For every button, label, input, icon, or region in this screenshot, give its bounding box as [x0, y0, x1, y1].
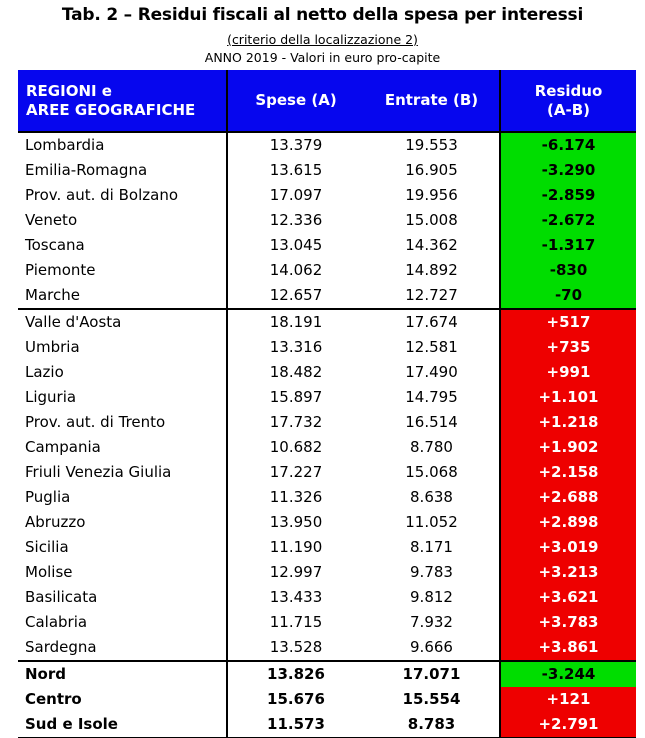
subtitle-localization: (criterio della localizzazione 2) — [227, 32, 418, 47]
table-row — [18, 485, 636, 510]
entrate-cell: 9.812 — [364, 585, 500, 610]
region-name-cell: Lazio — [18, 360, 227, 385]
residuo-cell: +991 — [500, 360, 636, 385]
residuo-cell: -1.317 — [500, 233, 636, 258]
region-name-cell: Toscana — [18, 233, 227, 258]
subtitle-year: ANNO 2019 - Valori in euro pro-capite — [204, 50, 441, 65]
table-row — [18, 309, 636, 335]
residuo-cell: +2.898 — [500, 510, 636, 535]
spese-cell: 13.950 — [269, 513, 323, 531]
region-name-cell: Prov. aut. di Bolzano — [18, 183, 227, 208]
summary-row — [18, 661, 636, 687]
entrate-cell: 17.490 — [364, 360, 500, 385]
spese-cell: 18.191 — [269, 313, 323, 331]
residuo-cell: +517 — [500, 309, 636, 335]
region-name-cell: Umbria — [18, 335, 227, 360]
spese-cell: 11.573 — [227, 712, 364, 738]
residuo-cell: +1.101 — [500, 385, 636, 410]
entrate-cell: 14.795 — [364, 385, 500, 410]
summary-row — [18, 712, 636, 738]
residuo-cell: -830 — [500, 258, 636, 283]
residuo-cell: +121 — [500, 687, 636, 712]
table-row — [18, 435, 636, 460]
spese-cell: 12.657 — [227, 283, 364, 309]
region-name-cell: Centro — [18, 687, 227, 712]
spese-cell: 13.615 — [269, 161, 323, 179]
spese-cell: 15.676 — [267, 690, 325, 708]
spese-cell: 18.482 — [269, 363, 323, 381]
spese-cell: 15.897 — [269, 388, 323, 406]
entrate-cell: 19.553 — [364, 132, 500, 158]
region-name-cell: Valle d'Aosta — [18, 309, 227, 335]
header-residuo-line2: (A-B) — [547, 100, 590, 119]
residuo-cell: -3.290 — [500, 158, 636, 183]
entrate-cell: 12.727 — [364, 283, 500, 309]
region-name-cell: Sicilia — [18, 535, 227, 560]
table-row — [18, 560, 636, 585]
region-name-cell: Lombardia — [18, 132, 227, 158]
header-spese: Spese (A) — [227, 70, 364, 132]
region-name-cell: Calabria — [18, 610, 227, 635]
residuo-cell: -6.174 — [500, 132, 636, 158]
spese-cell: 17.097 — [269, 186, 323, 204]
table-row — [18, 610, 636, 635]
entrate-cell: 8.783 — [364, 712, 500, 738]
region-name-cell: Liguria — [18, 385, 227, 410]
region-name-cell: Sud e Isole — [18, 712, 227, 738]
entrate-cell: 9.666 — [364, 635, 500, 661]
region-name-cell: Sardegna — [18, 635, 227, 661]
table-row — [18, 460, 636, 485]
table-row — [18, 410, 636, 435]
region-name-cell: Friuli Venezia Giulia — [18, 460, 227, 485]
entrate-cell: 15.554 — [364, 687, 500, 712]
table-row — [18, 183, 636, 208]
entrate-cell: 16.905 — [364, 158, 500, 183]
header-entrate: Entrate (B) — [364, 70, 500, 132]
residuo-cell: -70 — [500, 283, 636, 309]
entrate-cell: 15.008 — [364, 208, 500, 233]
residuo-cell: +2.158 — [500, 460, 636, 485]
entrate-cell: 9.783 — [364, 560, 500, 585]
table-row — [18, 258, 636, 283]
residuo-cell: +2.791 — [500, 712, 636, 738]
residuo-cell: +1.902 — [500, 435, 636, 460]
entrate-cell: 17.071 — [364, 661, 500, 687]
spese-cell: 13.528 — [269, 638, 323, 656]
table-row — [18, 360, 636, 385]
table-row — [18, 208, 636, 233]
table-row — [18, 510, 636, 535]
residuo-cell: +735 — [500, 335, 636, 360]
header-residuo-line1: Residuo — [534, 81, 603, 100]
spese-cell: 14.062 — [269, 261, 323, 279]
spese-cell: 13.045 — [269, 236, 323, 254]
header-regioni-line1: REGIONI e — [26, 81, 112, 100]
spese-cell: 11.715 — [269, 613, 323, 631]
spese-cell: 17.227 — [269, 463, 323, 481]
header-row — [18, 70, 636, 132]
page-title: Tab. 2 – Residui fiscali al netto della spesa per interessi — [61, 5, 584, 25]
table-row — [18, 283, 636, 309]
table-row — [18, 635, 636, 661]
entrate-cell: 14.892 — [364, 258, 500, 283]
residuo-cell: -2.672 — [500, 208, 636, 233]
summary-rows — [18, 661, 636, 738]
region-name-cell: Marche — [18, 283, 227, 309]
table-row — [18, 585, 636, 610]
spese-cell: 17.732 — [269, 413, 323, 431]
residuo-cell: -2.859 — [500, 183, 636, 208]
region-name-cell: Veneto — [18, 208, 227, 233]
region-name-cell: Abruzzo — [18, 510, 227, 535]
table-row — [18, 233, 636, 258]
entrate-cell: 7.932 — [364, 610, 500, 635]
spese-cell: 13.379 — [269, 136, 323, 154]
region-name-cell: Campania — [18, 435, 227, 460]
region-name-cell: Piemonte — [18, 258, 227, 283]
entrate-cell: 14.362 — [364, 233, 500, 258]
residuo-cell: +2.688 — [500, 485, 636, 510]
region-name-cell: Emilia-Romagna — [18, 158, 227, 183]
table-row — [18, 535, 636, 560]
summary-row — [18, 687, 636, 712]
region-name-cell: Nord — [18, 661, 227, 687]
table-header — [18, 70, 636, 132]
residuo-cell: -3.244 — [500, 661, 636, 687]
region-rows — [18, 132, 636, 661]
residuo-cell: +3.861 — [500, 635, 636, 661]
entrate-cell: 19.956 — [364, 183, 500, 208]
region-name-cell: Prov. aut. di Trento — [18, 410, 227, 435]
spese-cell: 12.997 — [269, 563, 323, 581]
entrate-cell: 12.581 — [364, 335, 500, 360]
fiscal-residue-table — [18, 70, 636, 738]
spese-cell: 11.326 — [269, 488, 323, 506]
spese-cell: 10.682 — [269, 438, 323, 456]
entrate-cell: 17.674 — [364, 309, 500, 335]
header-regioni-line2: AREE GEOGRAFICHE — [26, 100, 196, 119]
residuo-cell: +3.621 — [500, 585, 636, 610]
residuo-cell: +3.783 — [500, 610, 636, 635]
entrate-cell: 15.068 — [364, 460, 500, 485]
residuo-cell: +1.218 — [500, 410, 636, 435]
header-regioni — [18, 70, 227, 132]
spese-cell: 11.190 — [269, 538, 323, 556]
region-name-cell: Molise — [18, 560, 227, 585]
spese-cell: 13.826 — [227, 661, 364, 687]
header-residuo — [500, 70, 636, 132]
entrate-cell: 8.638 — [364, 485, 500, 510]
residuo-cell: +3.213 — [500, 560, 636, 585]
entrate-cell: 8.171 — [364, 535, 500, 560]
spese-cell: 13.433 — [269, 588, 323, 606]
table-row — [18, 132, 636, 158]
region-name-cell: Puglia — [18, 485, 227, 510]
region-name-cell: Basilicata — [18, 585, 227, 610]
table-row — [18, 335, 636, 360]
entrate-cell: 16.514 — [364, 410, 500, 435]
table-row — [18, 385, 636, 410]
entrate-cell: 8.780 — [364, 435, 500, 460]
spese-cell: 12.336 — [269, 211, 323, 229]
spese-cell: 13.316 — [269, 338, 323, 356]
residuo-cell: +3.019 — [500, 535, 636, 560]
entrate-cell: 11.052 — [364, 510, 500, 535]
table-row — [18, 158, 636, 183]
